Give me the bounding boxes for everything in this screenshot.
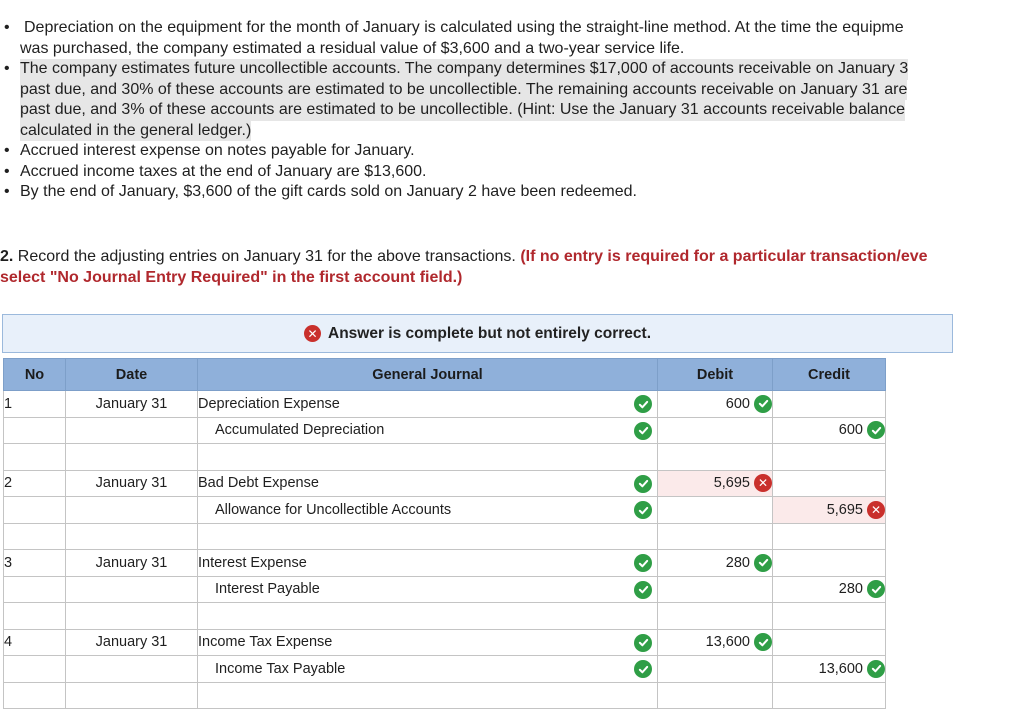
credit-field[interactable] <box>773 391 886 418</box>
account-field[interactable] <box>198 550 658 577</box>
journal-empty-cell[interactable] <box>198 523 658 550</box>
debit-field[interactable] <box>658 470 773 497</box>
entry-date[interactable] <box>66 417 198 444</box>
entry-number: 1 <box>4 391 66 418</box>
credit-field[interactable] <box>773 417 886 444</box>
journal-empty-cell[interactable] <box>198 603 658 630</box>
account-name: Income Tax Expense <box>198 634 333 651</box>
journal-empty-cell[interactable] <box>773 603 886 630</box>
entry-date[interactable] <box>66 656 198 683</box>
journal-empty-cell[interactable] <box>658 682 773 709</box>
account-name: Bad Debt Expense <box>198 475 319 492</box>
journal-row <box>4 470 886 497</box>
journal-empty-cell[interactable] <box>4 523 66 550</box>
entry-date[interactable]: January 31 <box>66 470 198 497</box>
entry-number <box>4 417 66 444</box>
bullet-item <box>0 18 1024 59</box>
credit-field[interactable] <box>773 550 886 577</box>
account-field[interactable] <box>198 629 658 656</box>
amount-value: 280 <box>838 581 863 598</box>
account-name: Depreciation Expense <box>198 395 340 412</box>
check-circle-icon <box>634 554 652 572</box>
credit-field[interactable] <box>773 656 886 683</box>
bullet-dot-icon: • <box>4 60 10 77</box>
check-circle-icon <box>634 581 652 599</box>
bullet-line: calculated in the general ledger.) <box>20 121 251 142</box>
journal-empty-cell[interactable] <box>66 523 198 550</box>
journal-empty-cell[interactable] <box>66 444 198 471</box>
question-2 <box>0 246 1024 288</box>
entry-number <box>4 497 66 524</box>
check-circle-icon <box>634 660 652 678</box>
account-field[interactable] <box>198 391 658 418</box>
debit-field[interactable] <box>658 550 773 577</box>
question-instruction: (If no entry is required for a particular transaction/eve <box>520 248 928 265</box>
amount-value: 280 <box>725 554 750 571</box>
debit-field[interactable] <box>658 656 773 683</box>
journal-empty-cell[interactable] <box>4 444 66 471</box>
journal-row <box>4 629 886 656</box>
account-field[interactable] <box>198 576 658 603</box>
credit-field[interactable] <box>773 629 886 656</box>
account-name: Interest Payable <box>215 581 320 598</box>
check-circle-icon <box>754 554 772 572</box>
debit-field[interactable] <box>658 497 773 524</box>
credit-field[interactable] <box>773 470 886 497</box>
header-general-journal: General Journal <box>198 359 658 391</box>
question-instruction-cont: select "No Journal Entry Required" in the first account field.) <box>0 269 463 286</box>
amount-value: 5,695 <box>826 501 863 518</box>
journal-empty-cell[interactable] <box>4 603 66 630</box>
credit-field[interactable] <box>773 497 886 524</box>
journal-empty-cell[interactable] <box>773 444 886 471</box>
bullet-item <box>0 182 1024 203</box>
problem-bullet-list <box>0 18 1024 203</box>
account-name: Allowance for Uncollectible Accounts <box>215 501 452 518</box>
entry-date[interactable] <box>66 497 198 524</box>
check-circle-icon <box>634 422 652 440</box>
entry-number <box>4 576 66 603</box>
journal-empty-cell[interactable] <box>658 523 773 550</box>
check-circle-icon <box>867 421 885 439</box>
header-credit: Credit <box>773 359 886 391</box>
journal-empty-cell[interactable] <box>198 682 658 709</box>
journal-spacer-row <box>4 523 886 550</box>
account-name: Accumulated Depreciation <box>215 422 385 439</box>
bullet-line: Depreciation on the equipment for the month of January is calculated using the straight-line method. At the time the equipme <box>24 19 904 36</box>
check-circle-icon <box>634 395 652 413</box>
journal-empty-cell[interactable] <box>658 444 773 471</box>
journal-empty-cell[interactable] <box>773 682 886 709</box>
entry-number: 4 <box>4 629 66 656</box>
journal-row <box>4 497 886 524</box>
account-field[interactable] <box>198 656 658 683</box>
journal-empty-cell[interactable] <box>66 603 198 630</box>
bullet-line: Accrued interest expense on notes payable for January. <box>20 142 415 159</box>
debit-field[interactable] <box>658 391 773 418</box>
journal-empty-cell[interactable] <box>773 523 886 550</box>
check-circle-icon <box>754 395 772 413</box>
entry-date[interactable]: January 31 <box>66 629 198 656</box>
debit-field[interactable] <box>658 629 773 656</box>
bullet-line: The company estimates future uncollectible accounts. The company determines $17,000 of accounts receivable on January 3 <box>20 59 908 80</box>
x-circle-icon: ✕ <box>754 474 772 492</box>
check-circle-icon <box>634 634 652 652</box>
header-debit: Debit <box>658 359 773 391</box>
account-field[interactable] <box>198 470 658 497</box>
entry-number <box>4 656 66 683</box>
amount-value: 600 <box>838 422 863 439</box>
entry-date[interactable]: January 31 <box>66 391 198 418</box>
account-field[interactable] <box>198 417 658 444</box>
journal-row <box>4 576 886 603</box>
credit-field[interactable] <box>773 576 886 603</box>
bullet-line: past due, and 30% of these accounts are estimated to be uncollectible. The remaining accounts receivable on January 31 are <box>20 80 907 101</box>
bullet-item <box>0 162 1024 183</box>
account-field[interactable] <box>198 497 658 524</box>
account-name: Interest Expense <box>198 554 307 571</box>
bullet-line: By the end of January, $3,600 of the gift cards sold on January 2 have been redeemed. <box>20 183 637 200</box>
journal-header-row <box>4 359 886 391</box>
debit-field[interactable] <box>658 576 773 603</box>
journal-spacer-row <box>4 603 886 630</box>
journal-row <box>4 550 886 577</box>
check-circle-icon <box>867 580 885 598</box>
journal-empty-cell[interactable] <box>198 444 658 471</box>
question-number: 2. <box>0 248 14 265</box>
bullet-item <box>0 141 1024 162</box>
question-text: Record the adjusting entries on January 31 for the above transactions. <box>13 248 521 265</box>
bullet-dot-icon: • <box>4 142 10 159</box>
bullet-line: past due, and 3% of these accounts are estimated to be uncollectible. (Hint: Use the January 31 accounts receivable balance <box>20 100 905 121</box>
journal-empty-cell[interactable] <box>66 682 198 709</box>
bullet-dot-icon: • <box>4 162 10 180</box>
entry-date[interactable]: January 31 <box>66 550 198 577</box>
journal-row <box>4 417 886 444</box>
check-circle-icon <box>867 660 885 678</box>
journal-spacer-row <box>4 444 886 471</box>
x-circle-icon: ✕ <box>304 325 321 342</box>
account-name: Income Tax Payable <box>215 660 346 677</box>
bullet-line: Accrued income taxes at the end of January are $13,600. <box>20 162 427 180</box>
bullet-line: was purchased, the company estimated a residual value of $3,600 and a two-year service life. <box>20 39 685 57</box>
amount-value: 600 <box>725 395 750 412</box>
bullet-item <box>0 59 1024 141</box>
journal-empty-cell[interactable] <box>658 603 773 630</box>
journal-table <box>3 358 886 709</box>
journal-row <box>4 656 886 683</box>
amount-value: 13,600 <box>818 660 863 677</box>
amount-value: 13,600 <box>705 634 750 651</box>
entry-number: 2 <box>4 470 66 497</box>
check-circle-icon <box>634 501 652 519</box>
entry-number: 3 <box>4 550 66 577</box>
journal-empty-cell[interactable] <box>4 682 66 709</box>
x-circle-icon: ✕ <box>867 501 885 519</box>
check-circle-icon <box>634 475 652 493</box>
check-circle-icon <box>754 633 772 651</box>
journal-row <box>4 391 886 418</box>
result-banner-text: Answer is complete but not entirely correct. <box>328 324 651 342</box>
entry-date[interactable] <box>66 576 198 603</box>
header-no: No <box>4 359 66 391</box>
bullet-dot-icon: • <box>4 19 10 36</box>
journal-spacer-row <box>4 682 886 709</box>
amount-value: 5,695 <box>713 475 750 492</box>
result-banner <box>2 314 953 353</box>
header-date: Date <box>66 359 198 391</box>
bullet-dot-icon: • <box>4 183 10 200</box>
debit-field[interactable] <box>658 417 773 444</box>
